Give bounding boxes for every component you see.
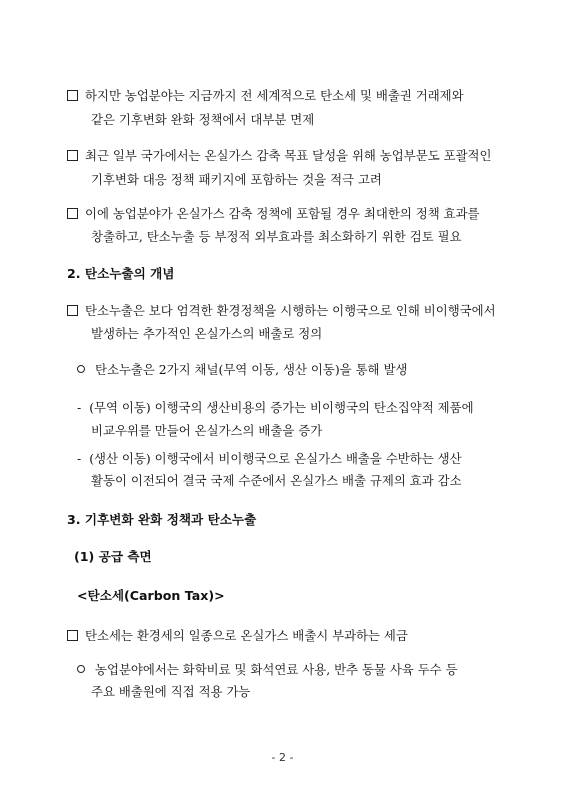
page-number: - 2 - <box>271 751 294 764</box>
paragraph-1-line-2 <box>91 112 314 128</box>
paragraph-2-text-1: 최근 일부 국가에서는 온실가스 감축 목표 달성을 위해 농업부문도 포괄적인 <box>85 148 492 163</box>
section-2-dash-item-1-line-2 <box>91 423 322 439</box>
section-2-dash-1-text-2: 비교우위를 만들어 온실가스의 배출을 증가 <box>91 423 323 438</box>
section-2-paragraph-line-2 <box>91 326 322 342</box>
section-3-subheading: (1) 공급 측면 <box>74 549 152 564</box>
section-2-dash-item-1-line-1 <box>77 400 474 416</box>
section-3-circle-item-line-2 <box>91 684 250 700</box>
paragraph-3-text-1: 이에 농업분야가 온실가스 감축 정책에 포함될 경우 최대한의 정책 효과를 <box>85 206 480 221</box>
circle-bullet-icon <box>77 365 85 373</box>
paragraph-2-line-1 <box>67 148 492 164</box>
square-bullet-icon <box>67 150 78 161</box>
section-2-dash-2-text-1: (생산 이동) 이행국에서 비이행국으로 온실가스 배출을 수반하는 생산 <box>89 451 462 466</box>
paragraph-1-line-1 <box>67 88 464 104</box>
square-bullet-icon <box>67 630 78 641</box>
section-3-paragraph-text-1: 탄소세는 환경세의 일종으로 온실가스 배출시 부과하는 세금 <box>85 628 408 643</box>
section-2-circle-text: 탄소누출은 2가지 채널(무역 이동, 생산 이동)을 통해 발생 <box>95 362 408 377</box>
circle-bullet-icon <box>77 665 85 673</box>
paragraph-1-text-1: 하지만 농업분야는 지금까지 전 세계적으로 탄소세 및 배출권 거래제와 <box>85 88 464 103</box>
paragraph-1-text-2: 같은 기후변화 완화 정책에서 대부분 면제 <box>91 112 315 127</box>
dash-bullet-icon: - <box>77 400 82 415</box>
section-2-dash-item-2-line-2 <box>91 473 462 489</box>
section-3-paragraph-line-1 <box>67 628 408 644</box>
section-3-subsubheading: <탄소세(Carbon Tax)> <box>77 588 225 603</box>
section-2-heading: 2. 탄소누출의 개념 <box>67 266 175 281</box>
section-2-dash-item-2-line-1 <box>77 451 462 467</box>
paragraph-3-line-1 <box>67 206 480 222</box>
square-bullet-icon <box>67 305 78 316</box>
section-3-circle-item-line-1 <box>77 662 458 678</box>
section-2-paragraph-text-2: 발생하는 추가적인 온실가스의 배출로 정의 <box>91 326 323 341</box>
section-3-circle-text-1: 농업분야에서는 화학비료 및 화석연료 사용, 반추 동물 사육 두수 등 <box>95 662 458 677</box>
paragraph-3-line-2 <box>91 229 462 245</box>
paragraph-3-text-2: 창출하고, 탄소누출 등 부정적 외부효과를 최소화하기 위한 검토 필요 <box>91 229 462 244</box>
section-2-dash-1-text-1: (무역 이동) 이행국의 생산비용의 증가는 비이행국의 탄소집약적 제품에 <box>89 400 474 415</box>
section-2-paragraph-text-1: 탄소누출은 보다 엄격한 환경정책을 시행하는 이행국으로 인해 비이행국에서 <box>85 303 496 318</box>
section-2-circle-item <box>77 362 407 378</box>
square-bullet-icon <box>67 90 78 101</box>
section-2-paragraph-line-1 <box>67 303 496 319</box>
square-bullet-icon <box>67 208 78 219</box>
section-2-dash-2-text-2: 활동이 이전되어 결국 국제 수준에서 온실가스 배출 규제의 효과 감소 <box>91 473 462 488</box>
dash-bullet-icon: - <box>77 451 82 466</box>
section-3-heading: 3. 기후변화 완화 정책과 탄소누출 <box>67 512 257 527</box>
paragraph-2-line-2 <box>91 172 382 188</box>
paragraph-2-text-2: 기후변화 대응 정책 패키지에 포함하는 것을 적극 고려 <box>91 172 382 187</box>
section-3-circle-text-2: 주요 배출원에 직접 적용 가능 <box>91 684 251 699</box>
